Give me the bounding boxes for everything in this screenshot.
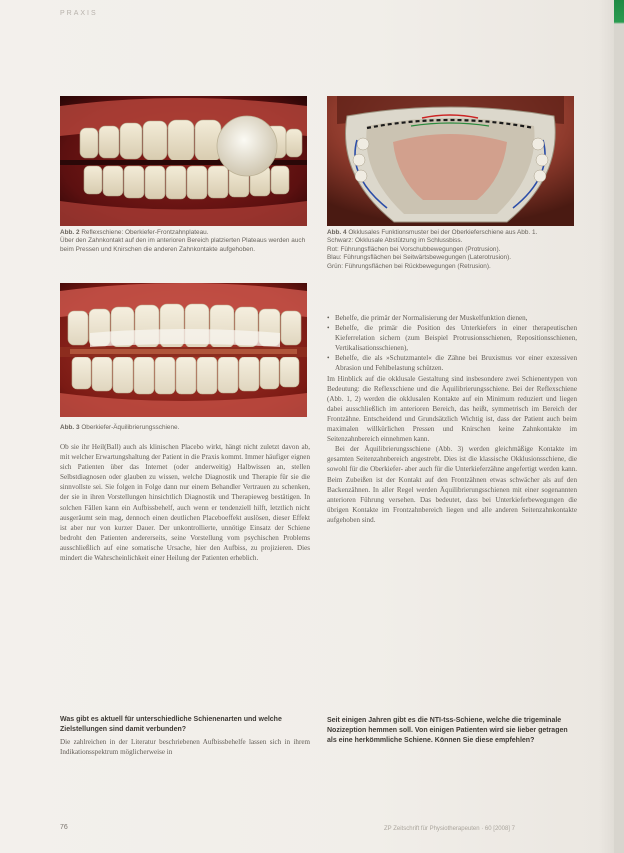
figure-4-photo [327,96,574,226]
figure-4-line: Blau: Führungsflächen bei Seitwärtsbewegungen (Laterotrusion). [327,254,512,262]
body-paragraph: Bei der Äquilibrierungsschiene (Abb. 3) werden gleichmäßige Kontakte im gesamten Seitenzahnbereich angestrebt. Dies ist die klassische Okklusionsschiene, die sowohl für die Oberkiefer- aber auch für die Unterkieferzähne angefertigt werden kann. Beim Zubeißen ist der Kontakt auf den Frontzähnen etwas schwächer als auf den Backenzähnen. In aller Regel werden Äquilibrierungsschienen mit einer sogenannten anterioren Führung versehen. Das bedeutet, dass bei Unterkieferbewegungen die übrigen Kontakte im Frontzahnbereich liegen und alle anderen Seitenzahnkontakte aufgehoben sind. [327,445,577,524]
interview-question-1: Was gibt es aktuell für unterschiedliche Schienenarten und welche Zielstellungen sind damit verbunden? [60,716,282,733]
figure-4-caption [327,229,577,271]
figure-2-text: Über den Zahnkontakt auf den im anterioren Bereich platzierten Plateaus werden auch beim Pressen und Knirschen die anderen Zahnkontakte aufgehoben. [60,237,306,253]
figure-3-label: Abb. 3 [60,424,80,431]
bullet-item: • Behelfe, die als »Schutzmantel« die Zähne bei Bruxismus vor einer exzessiven Abrasion und Fehlbelastung schützen. [327,353,577,373]
figure-4-label: Abb. 4 [327,229,347,236]
left-column-continuation [60,737,310,757]
page-edge-tab [614,0,624,853]
right-column-text [327,313,577,525]
page-number: 76 [60,824,68,831]
section-header: PRAXIS [60,10,98,17]
figure-2-title: Reflexschiene: Oberkiefer-Frontzahnplateau. [81,229,209,236]
body-paragraph: Die zahlreichen in der Literatur beschriebenen Aufbissbehelfe lassen sich in ihrem Indikationsspektrum möglicherweise in [60,738,310,757]
figure-4-line: Schwarz: Okklusale Abstützung im Schlussbiss. [327,237,463,245]
figure-2-photo [60,96,307,226]
figure-4-title: Okklusales Funktionsmuster bei der Oberkieferschiene aus Abb. 1. [348,229,538,236]
bullet-list [327,313,577,374]
figure-2-caption [60,229,308,254]
figure-4-line: Grün: Führungsflächen bei Rückbewegungen (Retrusion). [327,262,491,270]
figure-3-photo [60,283,307,417]
bullet-item: • Behelfe, die primär die Position des Unterkiefers in einer therapeutischen Kieferrelation sichern (zum Beispiel Protrusionsschienen, Repositionsschienen, Vertikalisationsschienen), [327,323,577,353]
figure-4-line: Rot: Führungsflächen bei Vorschubbewegungen (Protrusion). [327,245,501,253]
body-paragraph: Im Hinblick auf die okklusale Gestaltung sind insbesondere zwei Schienentypen von Bedeutung: die Reflexschiene und die Äquilibrierungsschiene. Bei der Reflexschiene (Abb. 1, 2) werden die okklusalen Kontakte auf ein Minimum reduziert und liegen dabei ausschließlich im anterioren Bereich, das heißt, symmetrisch im Bereich der Frontzähne. Entscheidend und Grundsätzlich Wichtig ist, dass der Patient auch beim maximalen willkürlichen Pressen und Knirschen keine Zahnkontakte im Seitenzahnbereich einnehmen kann. [327,374,577,444]
publication-info: ZP Zeitschrift für Physiotherapeuten · 60 [2008] 7 [384,826,515,832]
interview-question-2: Seit einigen Jahren gibt es die NTI-tss-Schiene, welche die trigeminale Nozizeption hemmen soll. Von einigen Patienten wird sie lieber getragen als eine herkömmliche Schiene. Können Sie diese empfehlen? [327,717,568,744]
figure-3-caption [60,424,308,432]
bullet-item: • Behelfe, die primär der Normalisierung der Muskelfunktion dienen, [327,313,577,323]
body-paragraph: Ob sie ihr Heil(Ball) auch als klinischen Placebo wirkt, hängt nicht zuletzt davon ab, mit welcher Erwartungshaltung der Patient in die Praxis kommt. Immer häufiger eignen sich Patienten über das Internet (oder anderweitig) Halbwissen an, stellen Selbstdiagnosen oder glauben zu wissen, welche Diagnostik und Therapie für sie die sinnvollste sei. Sie folgen in Folge dann nur einem Behandler Vertrauen zu schenken, der sie in ihren Vorstellungen hinsichtlich Diagnostik und Therapieweg bestätigen. In solchen Fällen kann ein Aufbissbehelf, auch wenn er tendenziell hilft, letztlich nicht ausgeräumt sein mag, dennoch einen deutlichen Placeboeffekt auslösen, dieser Effekt ist aber nur von kurzer Dauer. Der unkontrollierte, unnötige Einsatz der Schiene bedroht den Patienten andererseits, seine Vorstellung vom psychischen Problems ausschließlich auf eine somatische Ursache, hier den Aufbiss, zu projizieren. Dies mindert die Wahrscheinlichkeit einer Heilung der Patienten erheblich. [60,443,310,563]
figure-2-label: Abb. 2 [60,229,80,236]
left-column-text [60,442,310,563]
figure-3-title: Oberkiefer-Äquilibrierungsschiene. [81,424,180,431]
